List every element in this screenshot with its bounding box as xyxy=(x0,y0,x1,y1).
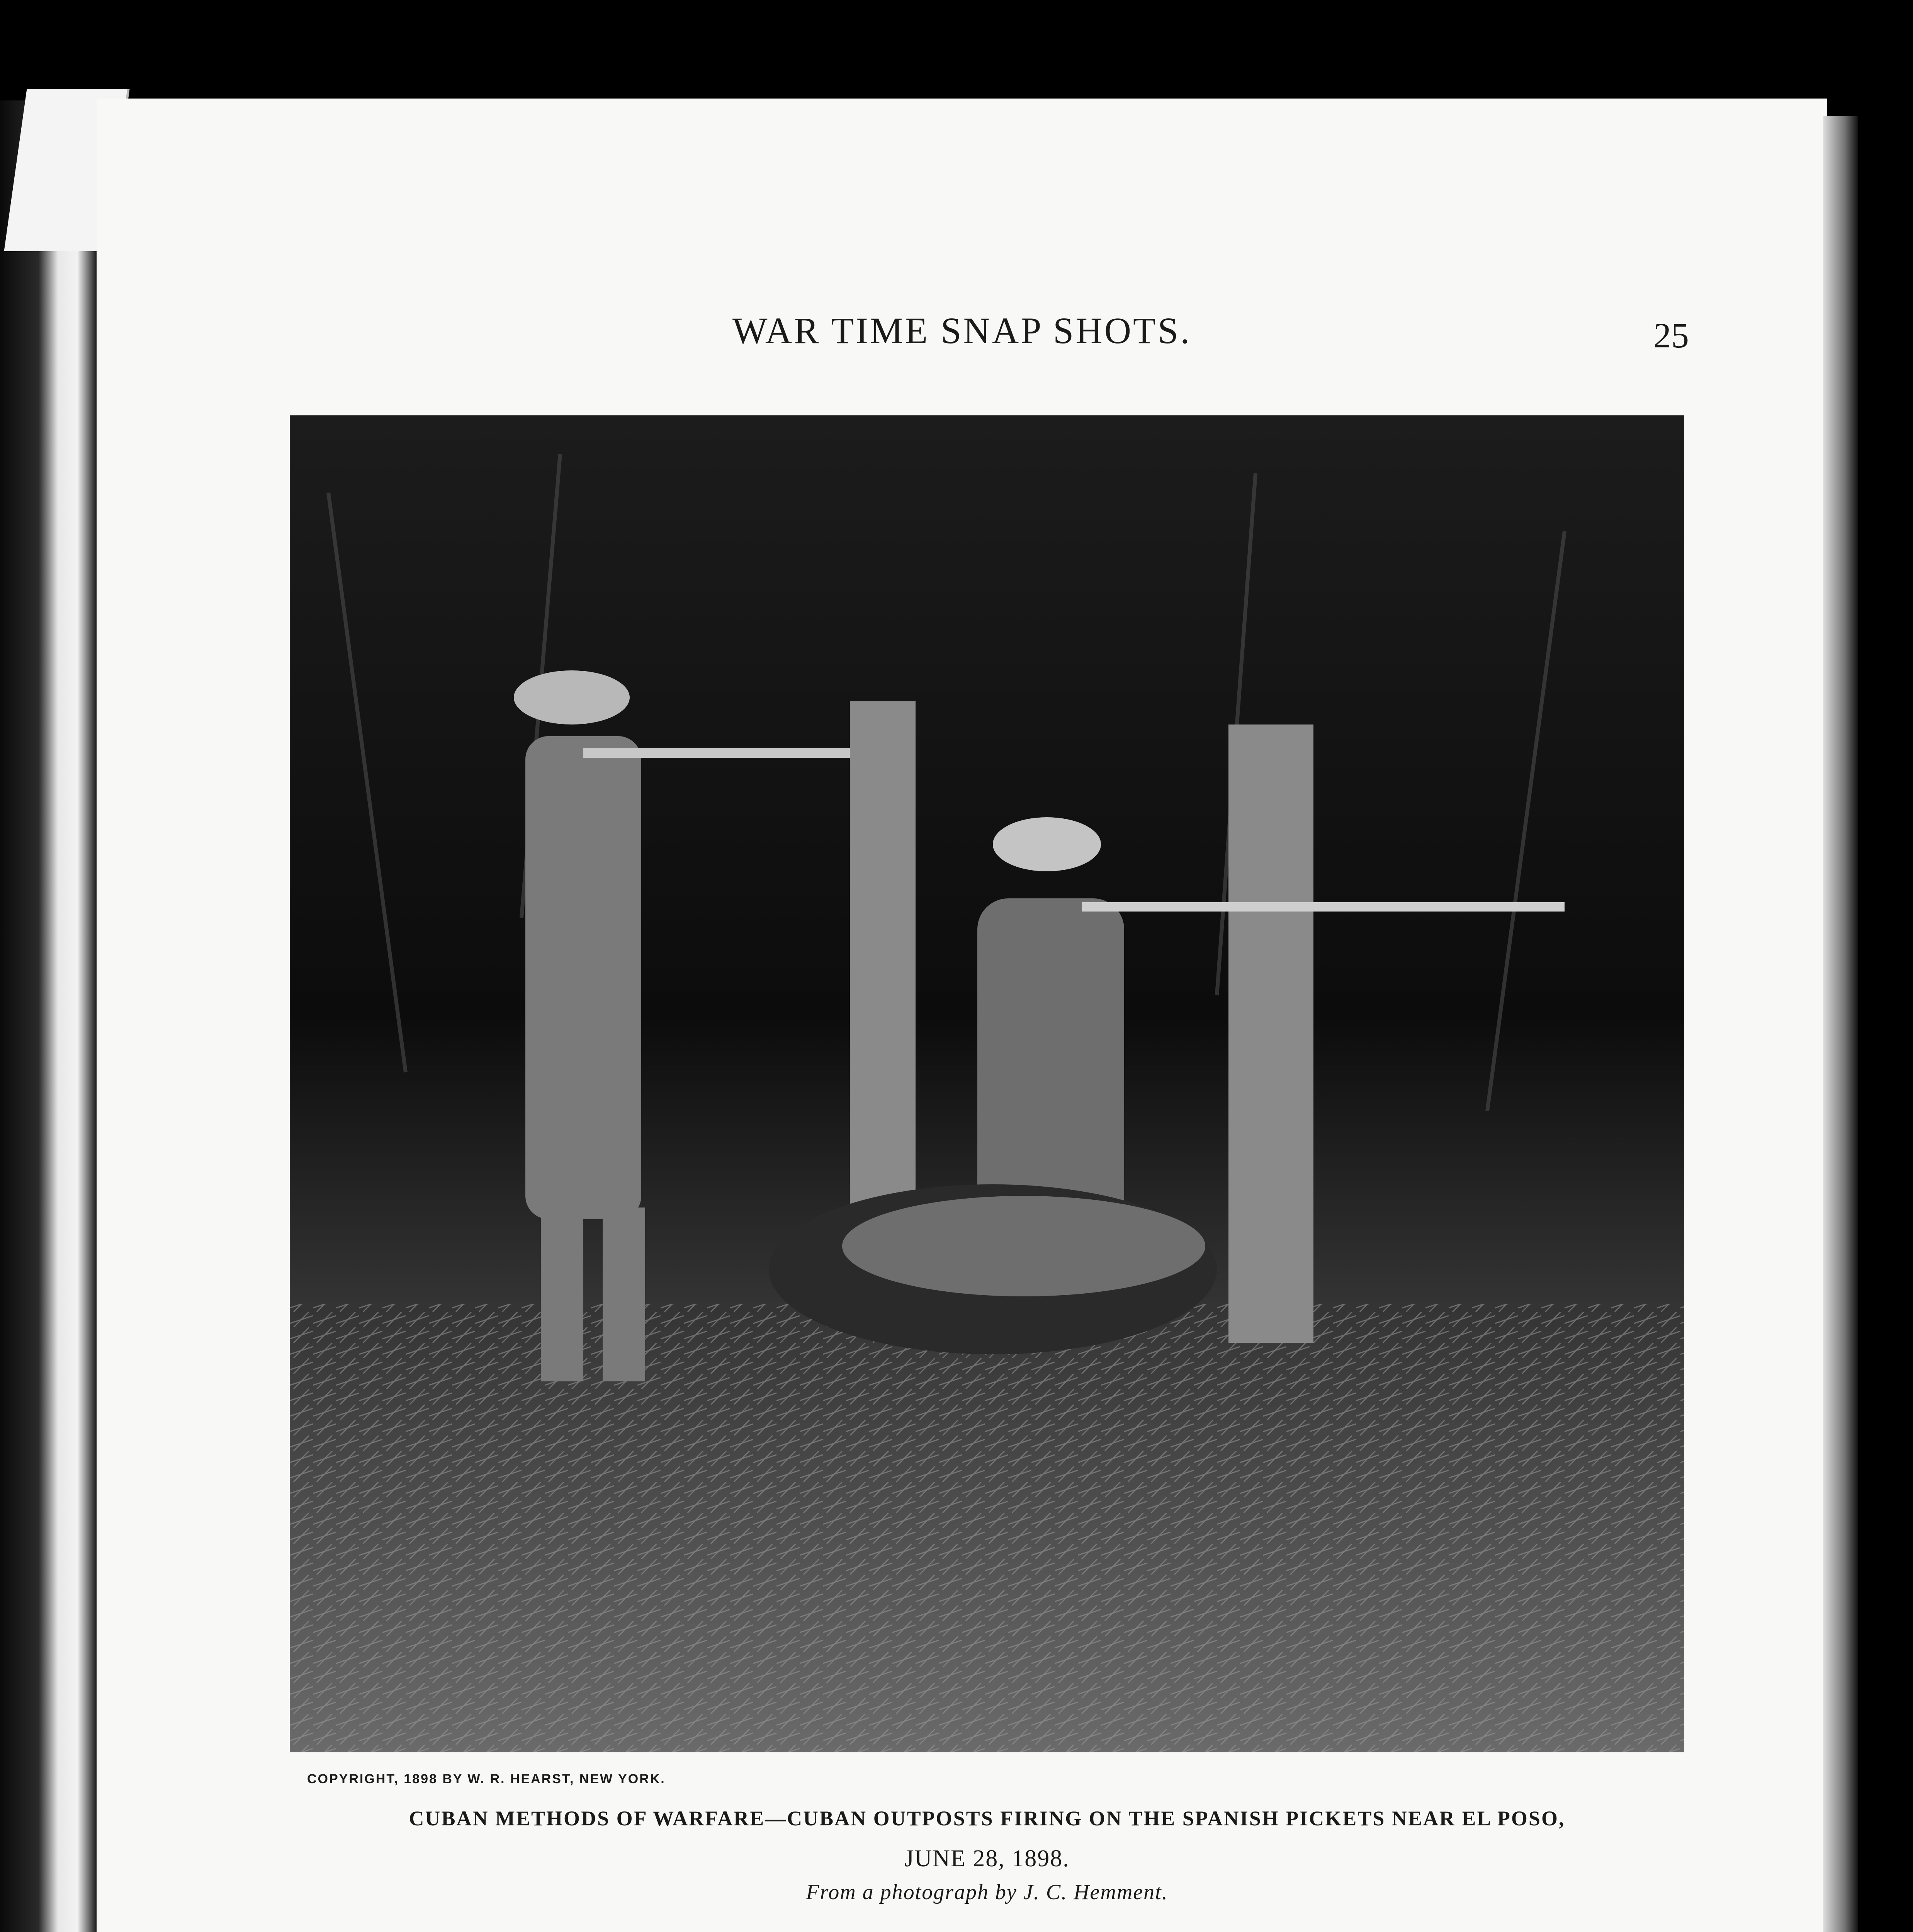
photo-caption-date: JUNE 28, 1898. xyxy=(904,1845,1070,1872)
page-edge-shadow xyxy=(1823,116,1858,1932)
photograph-cuban-outposts xyxy=(290,415,1684,1752)
photo-source: From a photograph by J. C. Hemment. xyxy=(806,1880,1168,1904)
book-page xyxy=(97,99,1827,1932)
photo-caption: CUBAN METHODS OF WARFARE—CUBAN OUTPOSTS FIRING ON THE SPANISH PICKETS NEAR EL POSO, xyxy=(409,1807,1565,1830)
facing-page-edge xyxy=(0,100,97,1932)
page-number: 25 xyxy=(1653,316,1689,355)
running-head: WAR TIME SNAP SHOTS. xyxy=(732,310,1192,351)
photo-copyright: COPYRIGHT, 1898 BY W. R. HEARST, NEW YORK. xyxy=(307,1772,666,1786)
